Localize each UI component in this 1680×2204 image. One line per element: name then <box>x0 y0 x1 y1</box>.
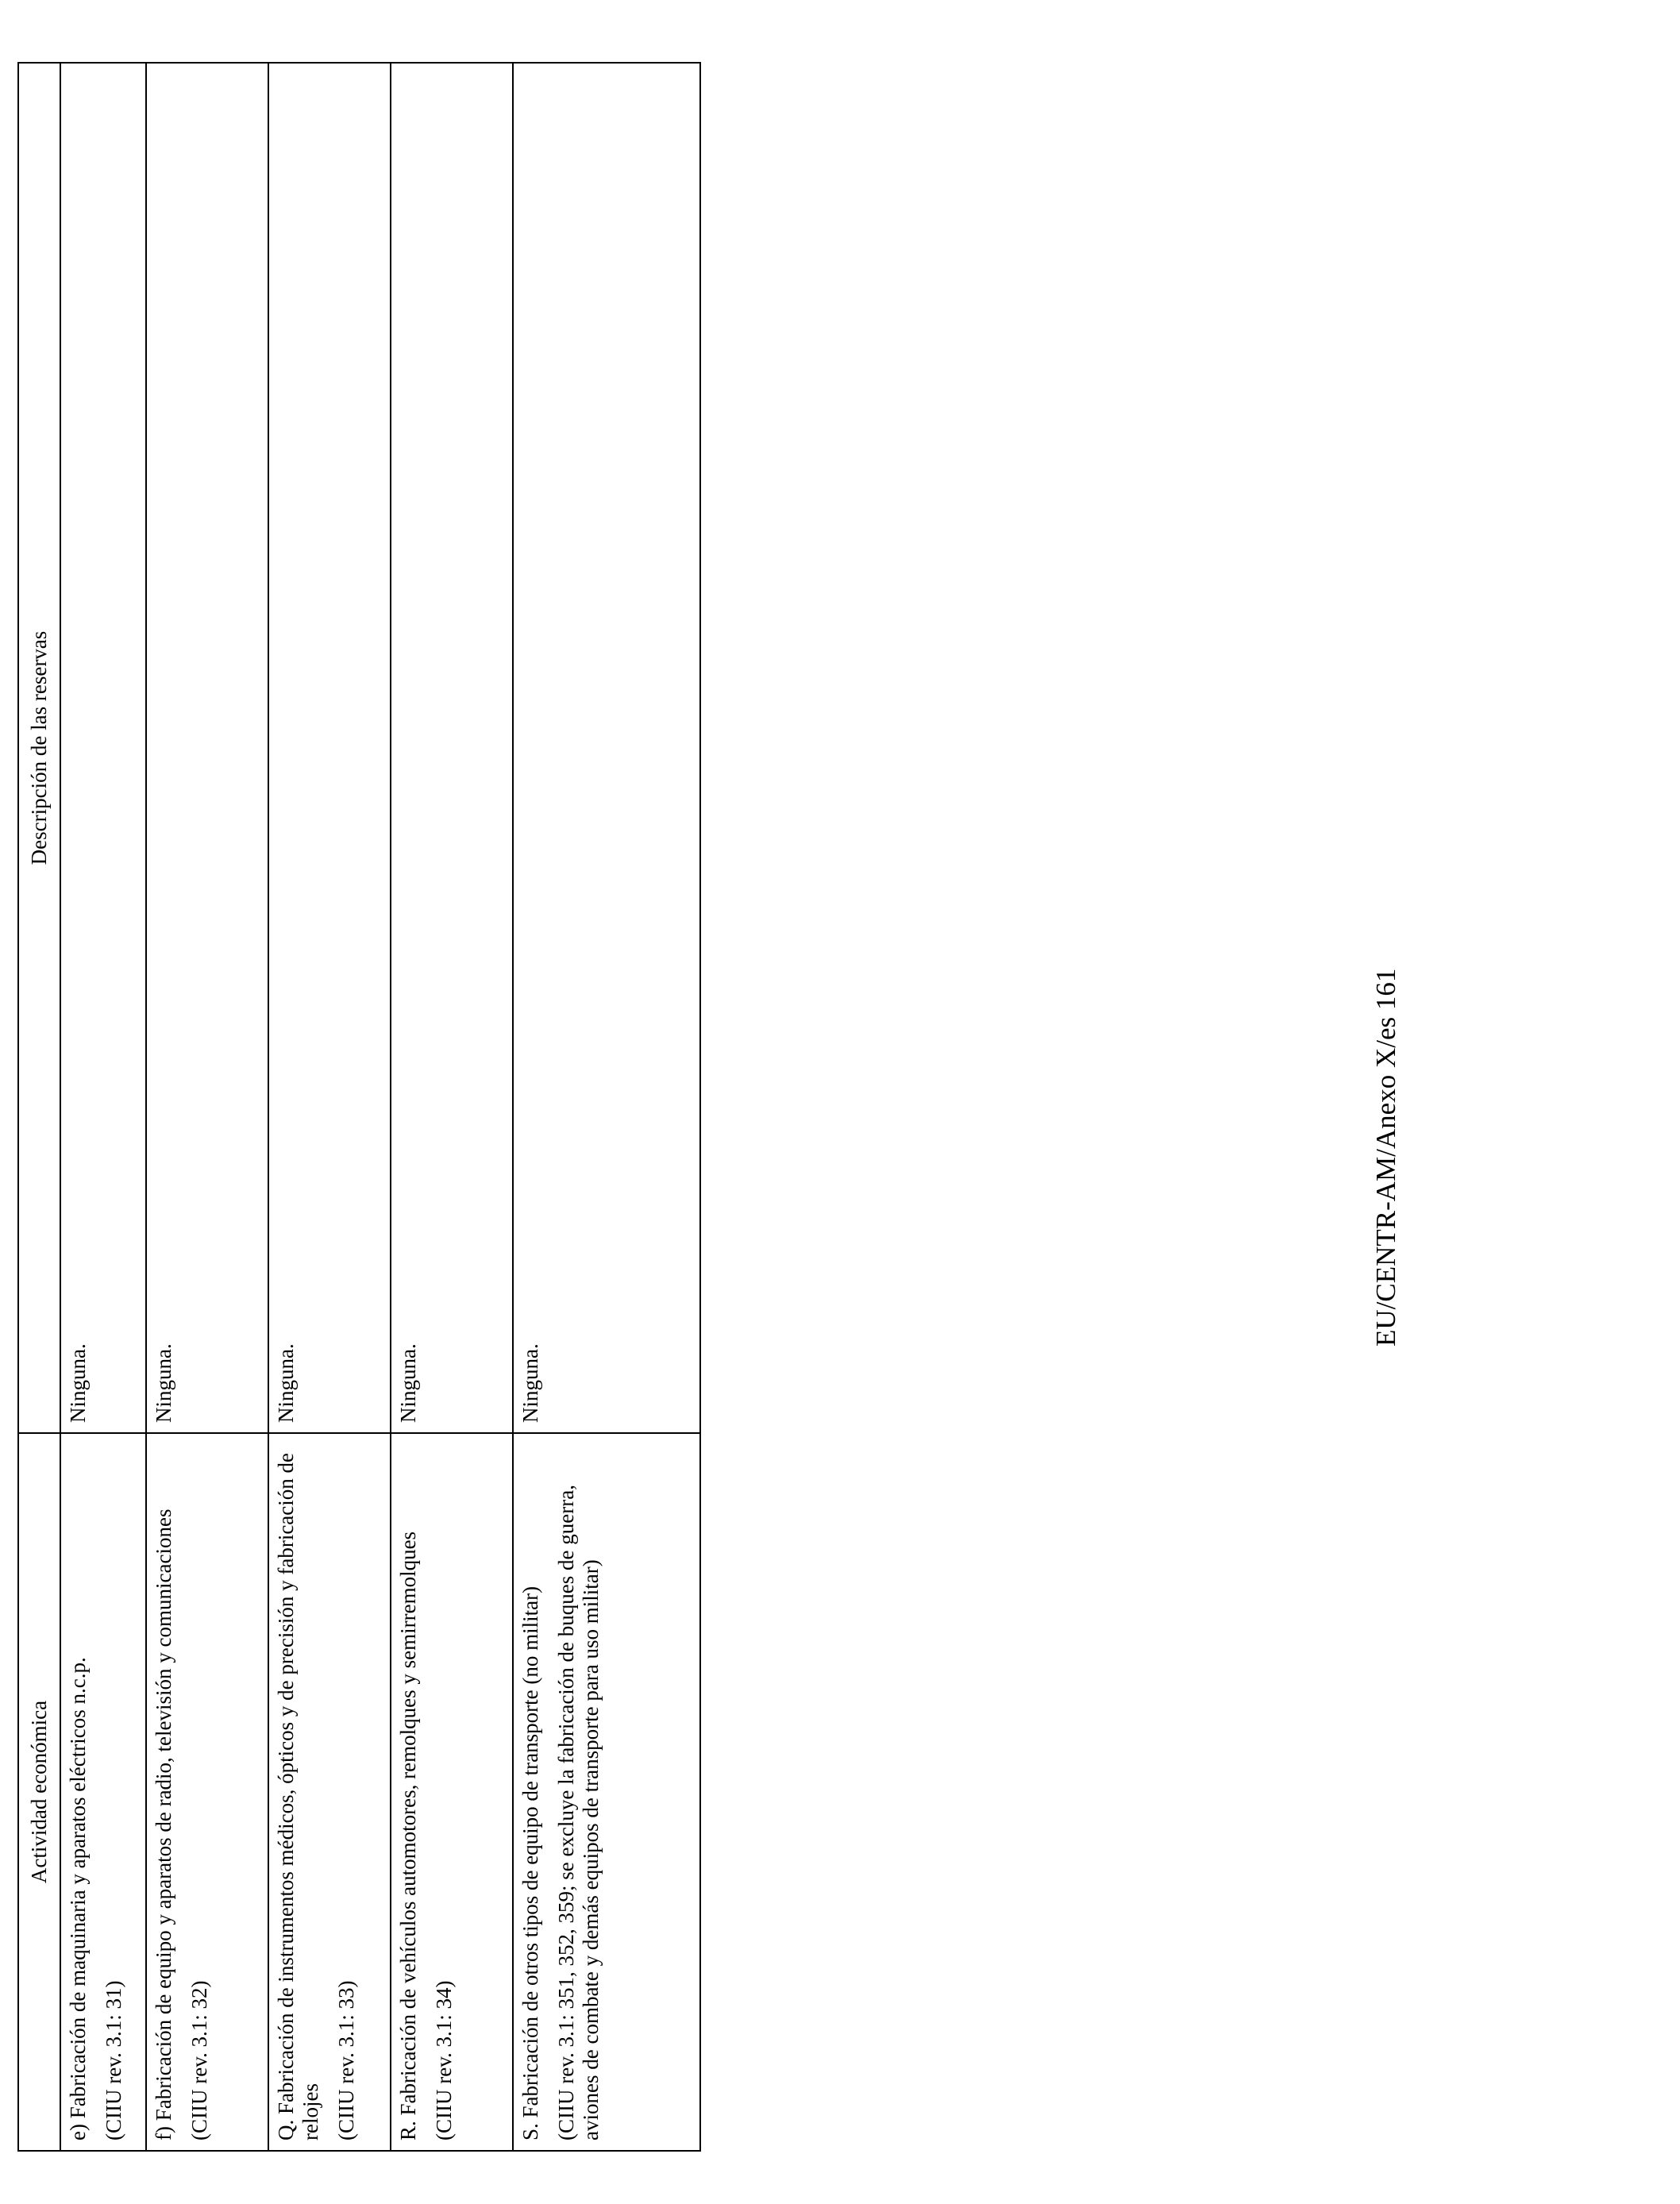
activity-cell <box>146 1433 268 2151</box>
activity-text: R. Fabricación de vehículos automotores, remolques y semirremolques <box>396 1531 420 2140</box>
reservation-cell: Ninguna. <box>391 63 513 1433</box>
header-reservations-description: Descripción de las reservas <box>18 63 60 1433</box>
activity-text: Q. Fabricación de instrumentos médicos, ópticos y de precisión y fabricación de relojes <box>274 1452 322 2140</box>
table-row <box>146 63 268 2151</box>
activity-code: (CIIU rev. 3.1: 351, 352, 359; se excluye la fabricación de buques de guerra, aviones de combate y demás equipos de transporte para uso militar) <box>554 1485 603 2140</box>
activity-code: (CIIU rev. 3.1: 34) <box>432 1980 456 2140</box>
header-economic-activity: Actividad económica <box>18 1433 60 2151</box>
activity-cell <box>60 1433 146 2151</box>
table-row <box>268 63 391 2151</box>
activity-code: (CIIU rev. 3.1: 33) <box>334 1980 358 2140</box>
activity-cell <box>268 1433 391 2151</box>
activity-code: (CIIU rev. 3.1: 31) <box>102 1980 125 2140</box>
activity-text: S. Fabricación de otros tipos de equipo de transporte (no militar) <box>518 1586 542 2140</box>
reservation-cell: Ninguna. <box>268 63 391 1433</box>
table-row <box>60 63 146 2151</box>
reservations-table <box>17 62 701 2152</box>
activity-cell <box>391 1433 513 2151</box>
table-row <box>513 63 700 2151</box>
activity-text: f) Fabricación de equipo y aparatos de radio, televisión y comunicaciones <box>152 1509 175 2140</box>
reservation-cell: Ninguna. <box>513 63 700 1433</box>
reservation-cell: Ninguna. <box>60 63 146 1433</box>
reservation-cell: Ninguna. <box>146 63 268 1433</box>
table-header-row <box>18 63 60 2151</box>
table-row <box>391 63 513 2151</box>
activity-text: e) Fabricación de maquinaria y aparatos eléctricos n.c.p. <box>66 1657 90 2140</box>
page-footer: EU/CENTR-AM/Anexo X/es 161 <box>1370 968 1401 1347</box>
activity-code: (CIIU rev. 3.1: 32) <box>187 1980 211 2140</box>
activity-cell <box>513 1433 700 2151</box>
